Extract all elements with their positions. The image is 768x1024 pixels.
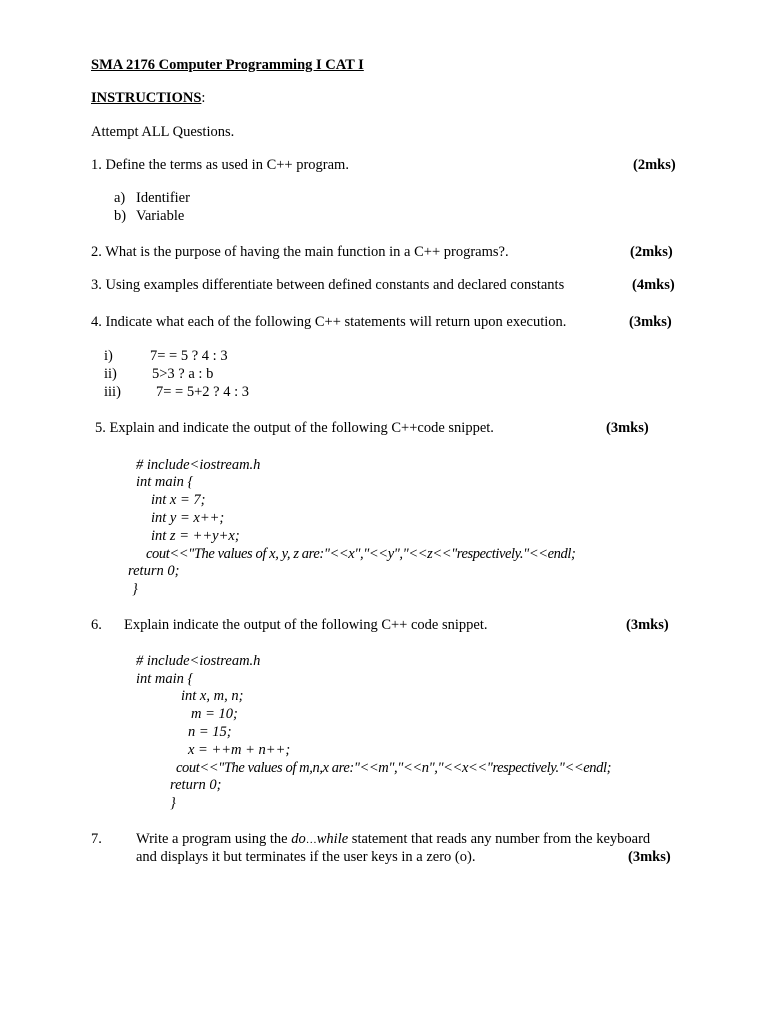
q4-item-expression: 7= = 5+2 ? 4 : 3 — [156, 384, 249, 400]
question-2-text: 2. What is the purpose of having the main function in a C++ programs?. — [91, 244, 509, 260]
q1-item-variable: Variable — [136, 208, 185, 224]
code-line: cout<<"The values of x, y, z are:"<<x","<<y","<<z<<"respectively."<<endl; — [146, 546, 576, 562]
code-line: n = 15; — [188, 724, 232, 740]
question-6-marks: (3mks) — [626, 617, 669, 633]
question-6-number: 6. — [91, 617, 102, 633]
code-line: int x = 7; — [151, 492, 206, 508]
question-4-marks: (3mks) — [629, 314, 672, 330]
q4-item-label: iii) — [104, 384, 121, 400]
question-3-text: 3. Using examples differentiate between defined constants and declared constants — [91, 277, 565, 293]
q7-keyword-do: do — [291, 831, 306, 847]
question-1-marks: (2mks) — [633, 157, 676, 173]
attempt-instruction: Attempt ALL Questions. — [91, 124, 235, 140]
code-line: x = ++m + n++; — [188, 742, 291, 758]
code-line: # include<iostream.h — [136, 457, 261, 473]
q7-text-post: statement that reads any number from the keyboard — [348, 831, 651, 847]
document-title: SMA 2176 Computer Programming I CAT I — [91, 57, 364, 73]
q4-item-label: i) — [104, 348, 113, 364]
question-1-number: 1 — [91, 157, 99, 173]
question-2-marks: (2mks) — [630, 244, 673, 260]
code-line: int main { — [136, 671, 194, 687]
code-line: int y = x++; — [151, 510, 225, 526]
code-line: } — [170, 795, 176, 811]
q4-item-expression: 7= = 5 ? 4 : 3 — [150, 348, 228, 364]
code-line: } — [132, 581, 138, 597]
code-line: # include<iostream.h — [136, 653, 261, 669]
code-line: int x, m, n; — [181, 688, 244, 704]
code-line: return 0; — [128, 563, 180, 579]
question-7-number: 7. — [91, 831, 102, 847]
instructions-heading — [91, 90, 205, 107]
code-line: return 0; — [170, 777, 222, 793]
q1-item-label: a) — [114, 190, 126, 206]
code-line: m = 10; — [191, 706, 238, 722]
question-3-marks: (4mks) — [632, 277, 675, 293]
q1-item-identifier: Identifier — [136, 190, 190, 206]
code-line: cout<<"The values of m,n,x are:"<<m","<<n","<<x<<"respectively."<<endl; — [176, 760, 612, 776]
q7-ellipsis: … — [305, 834, 317, 846]
question-6-text: Explain indicate the output of the following C++ code snippet. — [124, 617, 488, 633]
question-7-text-line1 — [136, 831, 650, 848]
question-5-marks: (3mks) — [606, 420, 649, 436]
question-4-text: 4. Indicate what each of the following C++ statements will return upon execution. — [91, 314, 567, 330]
question-1-body: . Define the terms as used in C++ program. — [98, 157, 349, 173]
question-7-text-line2: and displays it but terminates if the user keys in a zero (o). — [136, 849, 476, 865]
instructions-colon: : — [201, 90, 206, 106]
code-line: int z = ++y+x; — [151, 528, 240, 544]
question-5-text: 5. Explain and indicate the output of the following C++code snippet. — [95, 420, 494, 436]
code-line: int main { — [136, 474, 194, 490]
q4-item-label: ii) — [104, 366, 117, 382]
question-1-text — [91, 157, 349, 174]
q7-keyword-while: while — [316, 831, 349, 847]
question-7-marks: (3mks) — [628, 849, 671, 865]
q1-item-label: b) — [114, 208, 127, 224]
q4-item-expression: 5>3 ? a : b — [152, 366, 214, 382]
instructions-label: INSTRUCTIONS — [91, 90, 202, 106]
q7-text-pre: Write a program using the — [136, 831, 292, 847]
